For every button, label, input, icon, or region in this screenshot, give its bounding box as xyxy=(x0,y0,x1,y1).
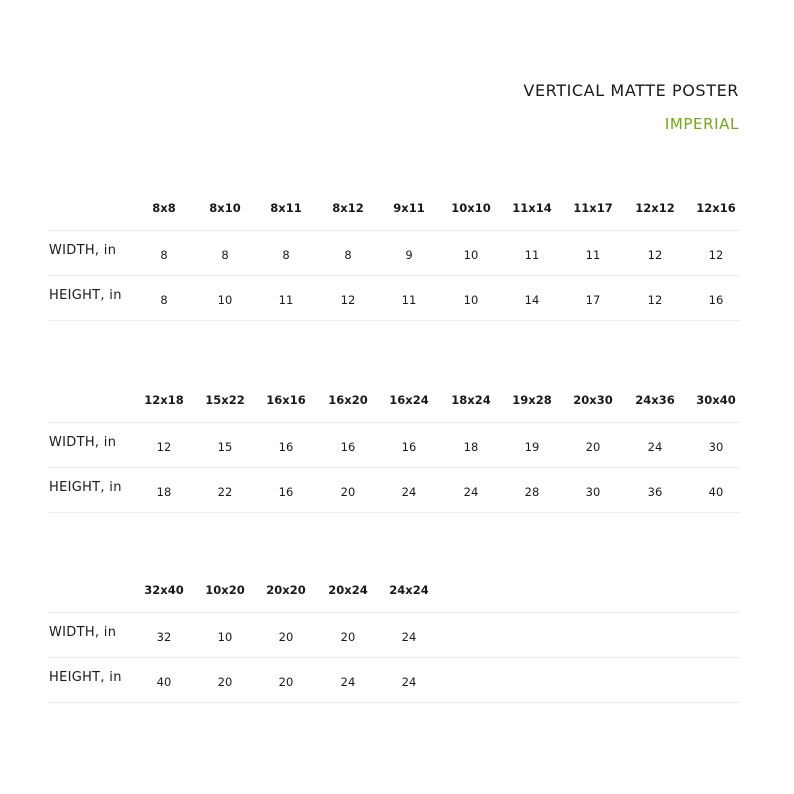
width-value: 8 xyxy=(282,248,290,262)
height-value: 22 xyxy=(217,485,233,499)
size-table-2 xyxy=(48,386,740,513)
width-row xyxy=(48,230,740,276)
size-header: 11x14 xyxy=(512,201,552,215)
height-value: 24 xyxy=(401,675,417,689)
size-header: 16x24 xyxy=(389,393,429,407)
width-row xyxy=(48,612,740,658)
size-header: 32x40 xyxy=(144,583,184,597)
height-value: 12 xyxy=(340,293,356,307)
size-header: 15x22 xyxy=(205,393,245,407)
size-header-row xyxy=(48,386,740,422)
size-header: 24x36 xyxy=(635,393,675,407)
size-header: 16x16 xyxy=(266,393,306,407)
width-value: 12 xyxy=(708,248,724,262)
width-value: 20 xyxy=(340,630,356,644)
size-header: 12x18 xyxy=(144,393,184,407)
height-value: 8 xyxy=(160,293,168,307)
height-value: 10 xyxy=(217,293,233,307)
width-value: 11 xyxy=(524,248,540,262)
width-value: 24 xyxy=(401,630,417,644)
height-value: 28 xyxy=(524,485,540,499)
width-value: 10 xyxy=(463,248,479,262)
size-header: 12x16 xyxy=(696,201,736,215)
height-row-label: HEIGHT, in xyxy=(49,288,122,303)
width-value: 32 xyxy=(156,630,172,644)
size-header: 8x11 xyxy=(270,201,302,215)
width-value: 15 xyxy=(217,440,233,454)
height-value: 40 xyxy=(708,485,724,499)
page-title: VERTICAL MATTE POSTER xyxy=(523,81,739,100)
height-value: 16 xyxy=(278,485,294,499)
height-value: 10 xyxy=(463,293,479,307)
height-value: 12 xyxy=(647,293,663,307)
height-row-label: HEIGHT, in xyxy=(49,480,122,495)
width-value: 12 xyxy=(156,440,172,454)
size-header: 20x24 xyxy=(328,583,368,597)
height-value: 24 xyxy=(401,485,417,499)
height-value: 24 xyxy=(340,675,356,689)
width-value: 16 xyxy=(340,440,356,454)
height-value: 36 xyxy=(647,485,663,499)
width-value: 12 xyxy=(647,248,663,262)
height-row xyxy=(48,658,740,703)
width-row xyxy=(48,422,740,468)
height-value: 24 xyxy=(463,485,479,499)
size-header: 16x20 xyxy=(328,393,368,407)
unit-system-label: IMPERIAL xyxy=(664,115,739,133)
height-value: 11 xyxy=(401,293,417,307)
size-header: 9x11 xyxy=(393,201,425,215)
height-value: 20 xyxy=(278,675,294,689)
size-header: 11x17 xyxy=(573,201,613,215)
width-value: 24 xyxy=(647,440,663,454)
size-header: 20x30 xyxy=(573,393,613,407)
width-value: 8 xyxy=(344,248,352,262)
height-row xyxy=(48,468,740,513)
width-value: 30 xyxy=(708,440,724,454)
width-row-label: WIDTH, in xyxy=(49,243,117,258)
width-value: 9 xyxy=(405,248,413,262)
height-row-label: HEIGHT, in xyxy=(49,670,122,685)
size-header: 12x12 xyxy=(635,201,675,215)
width-value: 20 xyxy=(278,630,294,644)
size-header: 24x24 xyxy=(389,583,429,597)
size-header: 8x8 xyxy=(152,201,176,215)
size-header: 8x10 xyxy=(209,201,241,215)
width-value: 10 xyxy=(217,630,233,644)
size-header: 8x12 xyxy=(332,201,364,215)
height-value: 20 xyxy=(217,675,233,689)
height-row xyxy=(48,276,740,321)
width-value: 16 xyxy=(278,440,294,454)
height-value: 14 xyxy=(524,293,540,307)
height-value: 40 xyxy=(156,675,172,689)
size-header: 20x20 xyxy=(266,583,306,597)
height-value: 30 xyxy=(585,485,601,499)
size-header-row xyxy=(48,576,740,612)
width-value: 16 xyxy=(401,440,417,454)
width-value: 20 xyxy=(585,440,601,454)
height-value: 18 xyxy=(156,485,172,499)
height-value: 20 xyxy=(340,485,356,499)
size-header: 30x40 xyxy=(696,393,736,407)
size-header: 10x20 xyxy=(205,583,245,597)
height-value: 17 xyxy=(585,293,601,307)
height-value: 11 xyxy=(278,293,294,307)
width-value: 18 xyxy=(463,440,479,454)
width-row-label: WIDTH, in xyxy=(49,625,117,640)
page-header xyxy=(523,80,739,134)
height-value: 16 xyxy=(708,293,724,307)
size-header: 19x28 xyxy=(512,393,552,407)
size-table-3 xyxy=(48,576,740,703)
width-value: 8 xyxy=(221,248,229,262)
width-value: 8 xyxy=(160,248,168,262)
width-row-label: WIDTH, in xyxy=(49,435,117,450)
size-header: 10x10 xyxy=(451,201,491,215)
size-table-1 xyxy=(48,194,740,321)
size-header: 18x24 xyxy=(451,393,491,407)
width-value: 19 xyxy=(524,440,540,454)
width-value: 11 xyxy=(585,248,601,262)
size-header-row xyxy=(48,194,740,230)
